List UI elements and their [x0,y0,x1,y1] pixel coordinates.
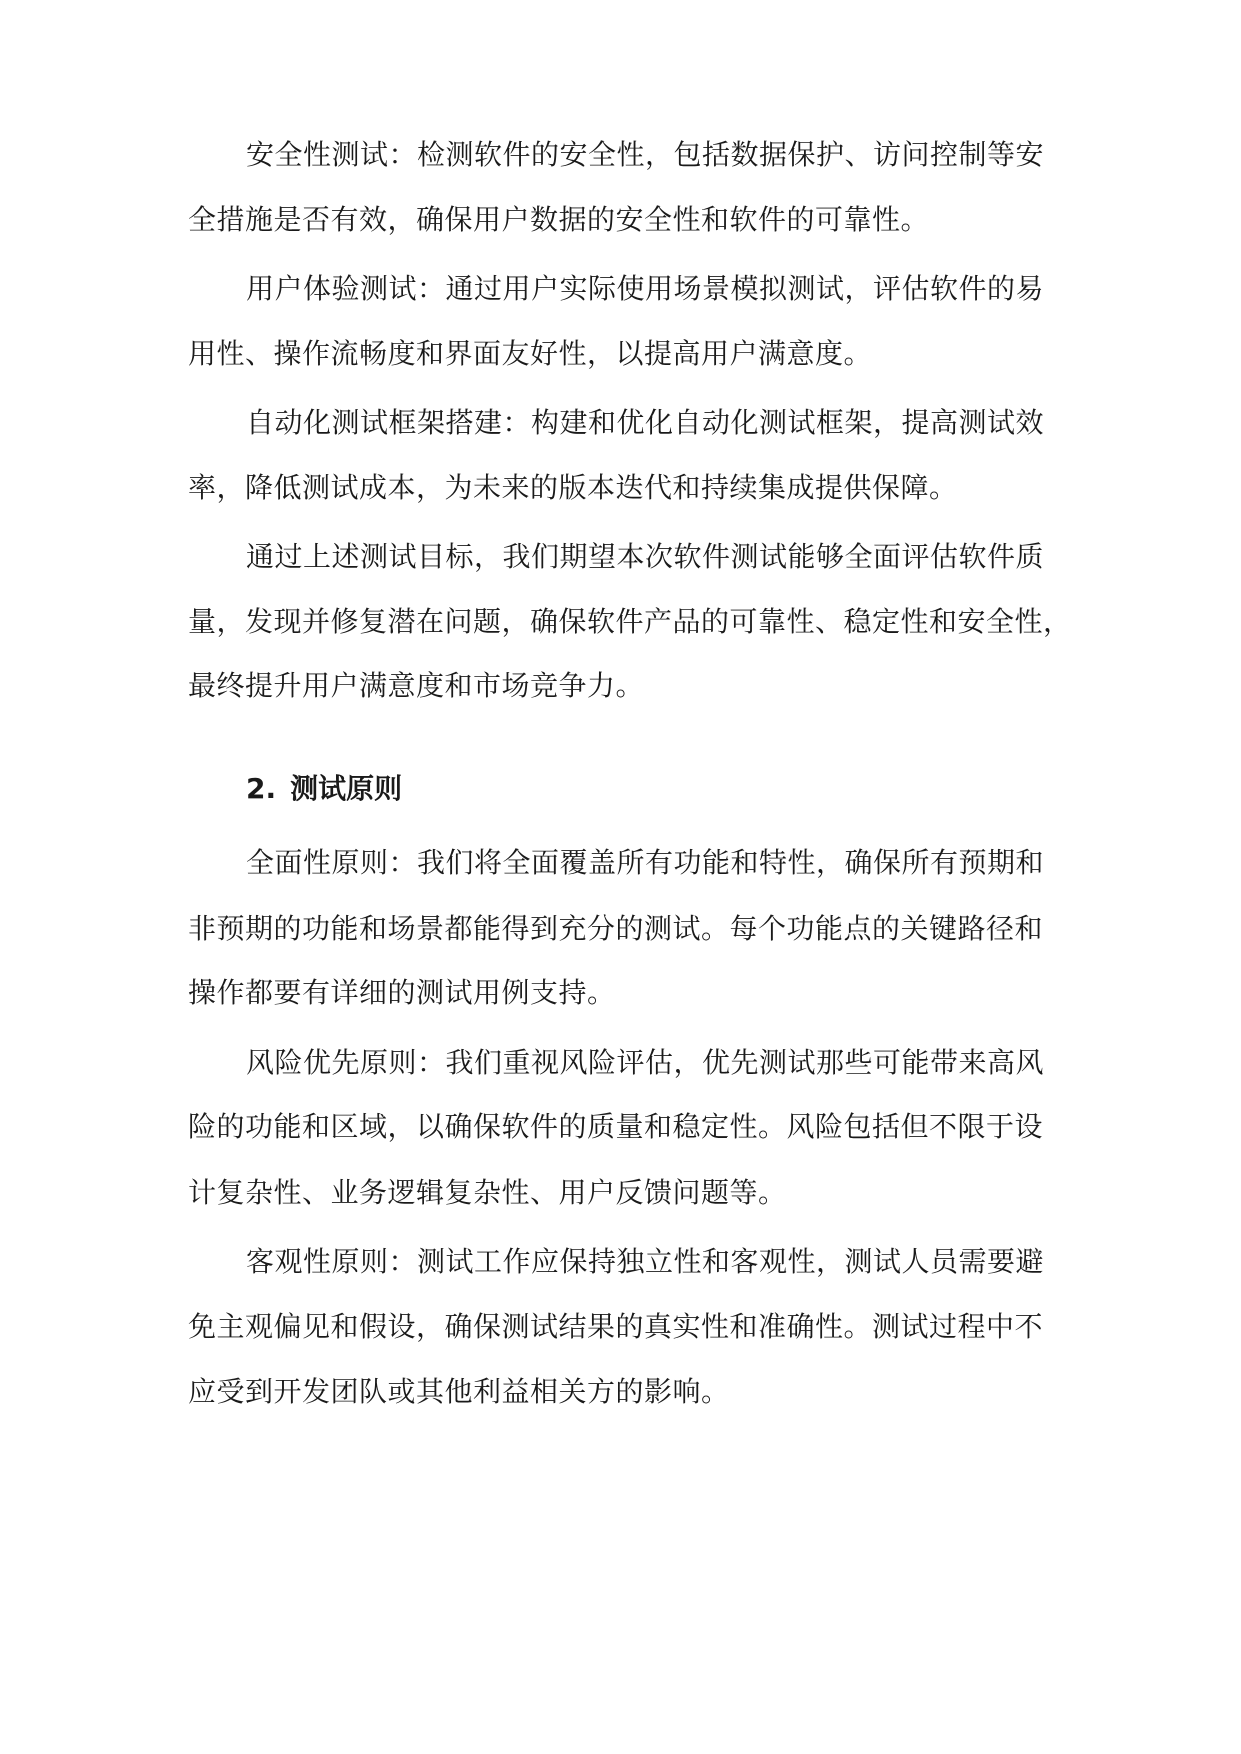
section-title: 测试原则 [290,772,403,805]
paragraph-line: 应受到开发团队或其他利益相关方的影响。 [188,1375,730,1408]
paragraph-line: 全措施是否有效，确保用户数据的安全性和软件的可靠性。 [188,203,930,236]
paragraph-line: 客观性原则：测试工作应保持独立性和客观性，测试人员需要避 [246,1245,1045,1278]
paragraph-line: 用性、操作流畅度和界面友好性，以提高用户满意度。 [188,337,873,370]
paragraph-line: 免主观偏见和假设，确保测试结果的真实性和准确性。测试过程中不 [188,1310,1044,1343]
paragraph-line: 自动化测试框架搭建：构建和优化自动化测试框架，提高测试效 [246,406,1045,439]
paragraph-line: 险的功能和区域，以确保软件的质量和稳定性。风险包括但不限于设 [188,1110,1044,1143]
paragraph-line: 用户体验测试：通过用户实际使用场景模拟测试，评估软件的易 [246,272,1045,305]
paragraph-line: 操作都要有详细的测试用例支持。 [188,976,616,1009]
section-heading [246,772,402,806]
paragraph-line: 最终提升用户满意度和市场竞争力。 [188,669,645,702]
paragraph-line: 量，发现并修复潜在问题，确保软件产品的可靠性、稳定性和安全性， [188,605,1072,638]
paragraph-line: 率，降低测试成本，为未来的版本迭代和持续集成提供保障。 [188,471,958,504]
paragraph-line: 计复杂性、业务逻辑复杂性、用户反馈问题等。 [188,1176,787,1209]
paragraph-line: 通过上述测试目标，我们期望本次软件测试能够全面评估软件质 [246,540,1045,573]
paragraph-line: 非预期的功能和场景都能得到充分的测试。每个功能点的关键路径和 [188,912,1044,945]
section-number: 2. [246,772,277,805]
paragraph-line: 风险优先原则：我们重视风险评估，优先测试那些可能带来高风 [246,1046,1045,1079]
paragraph-line: 全面性原则：我们将全面覆盖所有功能和特性，确保所有预期和 [246,846,1045,879]
paragraph-line: 安全性测试：检测软件的安全性，包括数据保护、访问控制等安 [246,138,1045,171]
